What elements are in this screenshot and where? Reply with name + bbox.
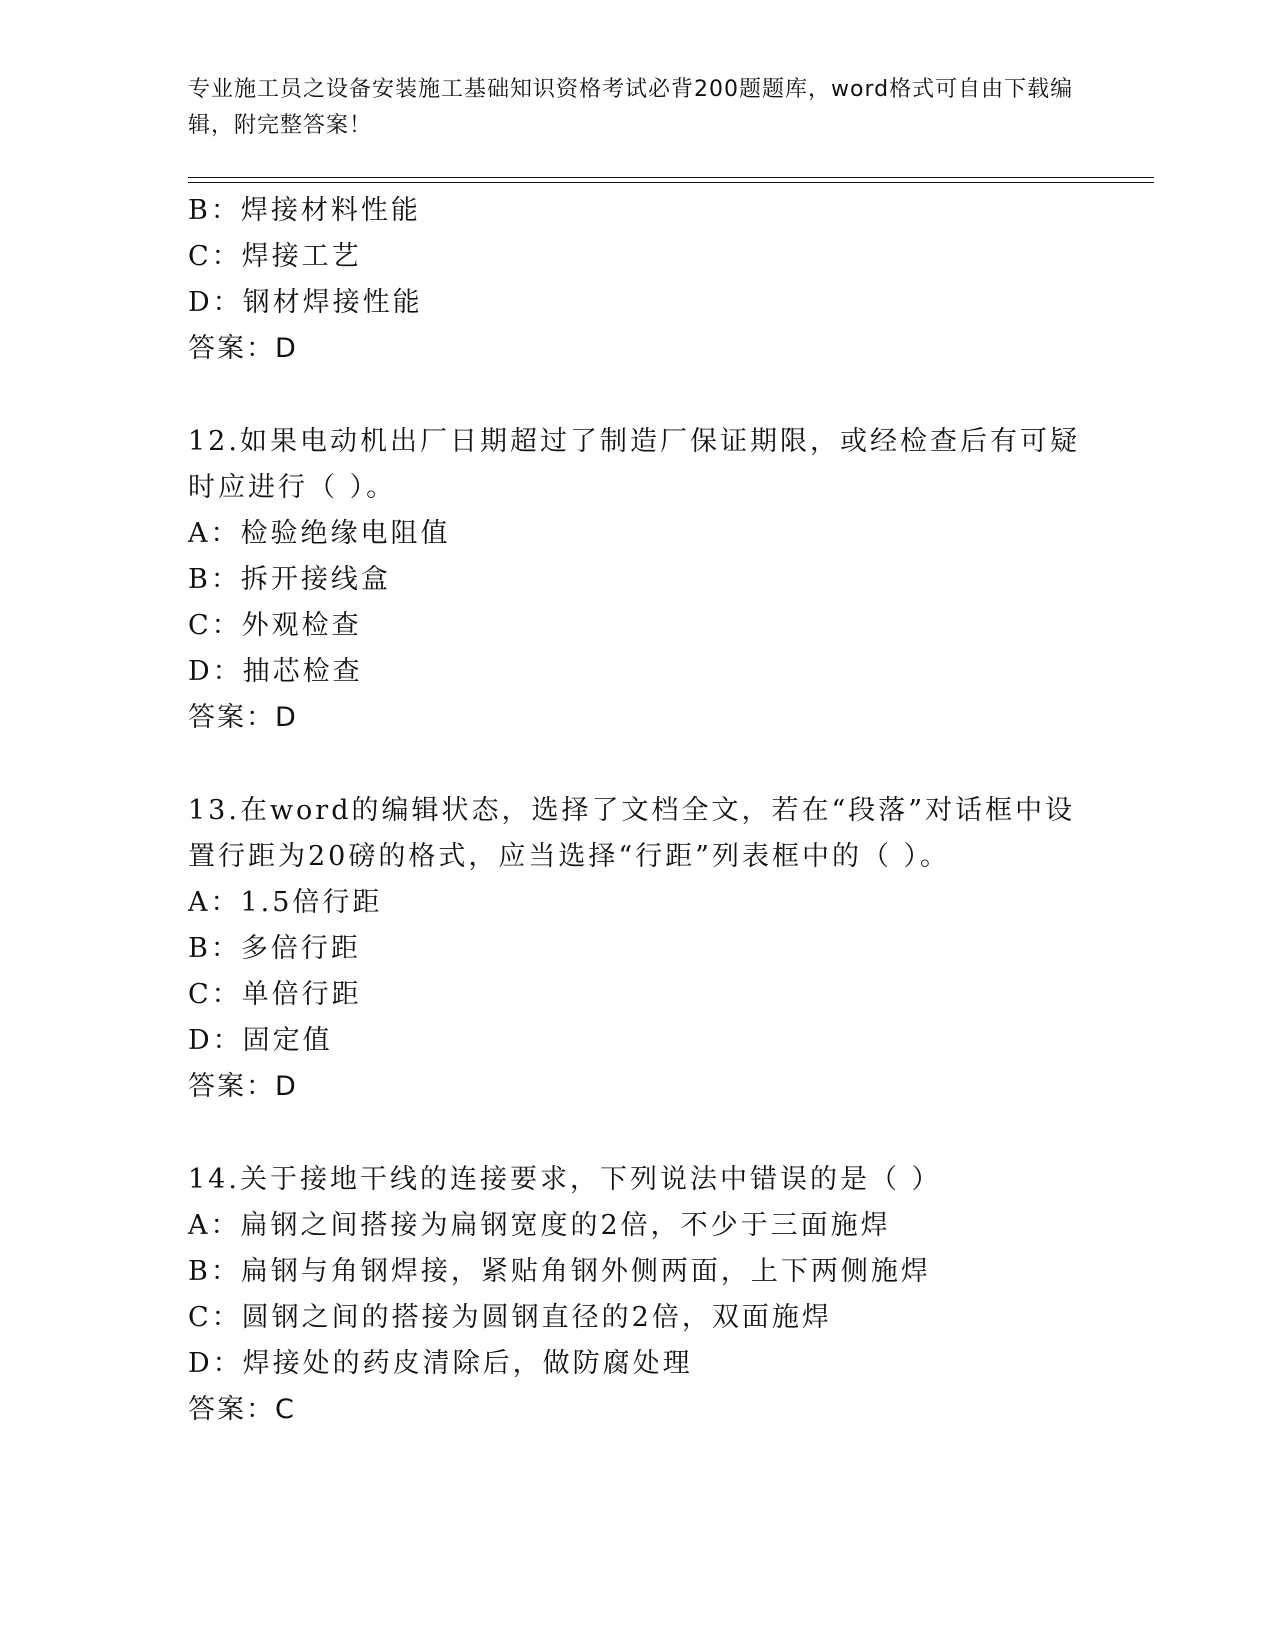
answer-line: 答案：D [188,1071,298,1102]
option-a: A：1.5倍行距 [188,887,383,918]
answer-line: 答案：C [188,1394,296,1425]
partial-question [188,188,1088,372]
option-b: B：扁钢与角钢焊接，紧贴角钢外侧两面，上下两侧施焊 [188,1256,931,1287]
question-14 [188,1157,1088,1433]
header-divider-top [188,177,1154,178]
question-stem: 13.在word的编辑状态，选择了文档全文，若在“段落”对话框中设置行距为20磅的格式，应当选择“行距”列表框中的（ ）。 [188,795,1076,872]
answer-line: 答案：D [188,333,298,364]
question-stem: 12.如果电动机出厂日期超过了制造厂保证期限，或经检查后有可疑时应进行（ ）。 [188,426,1080,503]
option-d: D：固定值 [188,1025,333,1056]
document-body [188,188,1088,1433]
option-c: C：单倍行距 [188,979,362,1010]
header-divider-bottom [188,182,1154,183]
question-13 [188,788,1088,1110]
option-d: D：钢材焊接性能 [188,287,423,318]
option-c: C：焊接工艺 [188,241,362,272]
option-c: C：外观检查 [188,610,362,641]
option-b: B：多倍行距 [188,933,361,964]
option-d: D：焊接处的药皮清除后，做防腐处理 [188,1348,693,1379]
option-b: B：焊接材料性能 [188,195,421,226]
option-b: B：拆开接线盒 [188,564,391,595]
option-d: D：抽芯检查 [188,656,363,687]
option-c: C：圆钢之间的搭接为圆钢直径的2倍，双面施焊 [188,1302,832,1333]
question-12 [188,419,1088,741]
question-stem: 14.关于接地干线的连接要求，下列说法中错误的是（ ） [188,1164,942,1195]
answer-line: 答案：D [188,702,298,733]
option-a: A：扁钢之间搭接为扁钢宽度的2倍，不少于三面施焊 [188,1210,891,1241]
document-header: 专业施工员之设备安装施工基础知识资格考试必背200题题库，word格式可自由下载编辑，附完整答案！ [188,77,1074,138]
option-a: A：检验绝缘电阻值 [188,518,451,549]
